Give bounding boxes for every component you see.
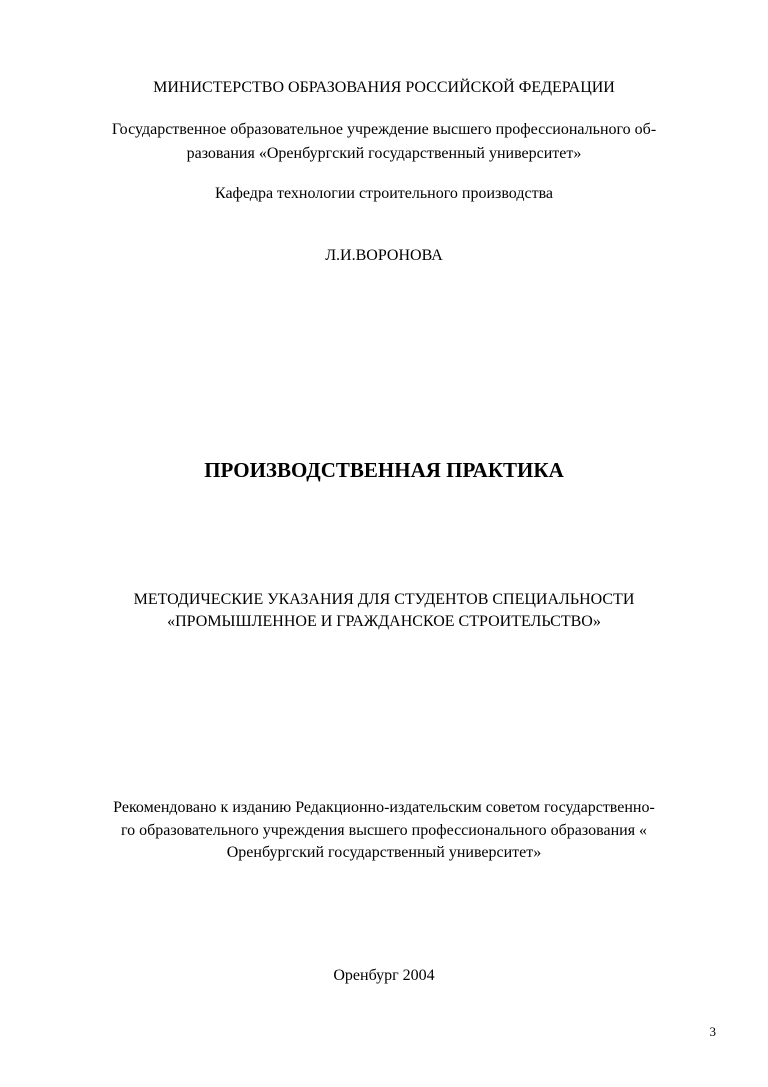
subtitle-line-1: МЕТОДИЧЕСКИЕ УКАЗАНИЯ ДЛЯ СТУДЕНТОВ СПЕЦИАЛЬНОСТИ (133, 591, 635, 608)
subtitle-line-2: «ПРОМЫШЛЕННОЕ И ГРАЖДАНСКОЕ СТРОИТЕЛЬСТВО» (167, 613, 601, 630)
page-number: 3 (709, 1024, 716, 1039)
institution-line-2: разования «Оренбургский государственный университет» (186, 145, 582, 162)
document-title: ПРОИЗВОДСТВЕННАЯ ПРАКТИКА (204, 458, 564, 482)
city-year: Оренбург 2004 (333, 967, 435, 984)
recommendation-line-2: го образовательного учреждения высшего профессионального образования « (120, 822, 648, 839)
author-name: Л.И.ВОРОНОВА (325, 247, 443, 264)
department-name: Кафедра технологии строительного производства (214, 185, 554, 202)
recommendation-line-3: Оренбургский государственный университет» (226, 844, 542, 861)
recommendation-line-1: Рекомендовано к изданию Редакционно-издательским советом государственно- (113, 799, 655, 816)
ministry-heading: МИНИСТЕРСТВО ОБРАЗОВАНИЯ РОССИЙСКОЙ ФЕДЕРАЦИИ (153, 79, 615, 96)
institution-line-1: Государственное образовательное учреждение высшего профессионального об- (111, 121, 657, 138)
